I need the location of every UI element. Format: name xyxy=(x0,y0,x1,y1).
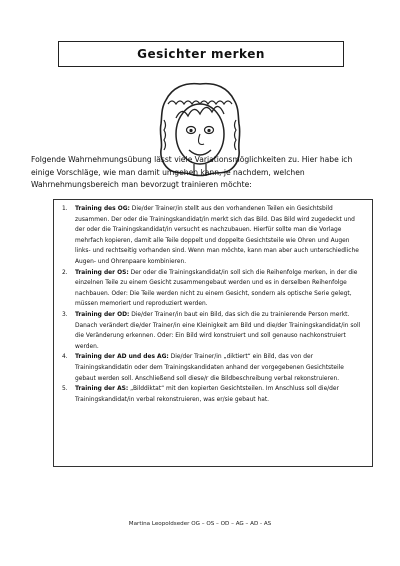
item-body: Die/der Trainer/in stellt aus den vorhandenen Teilen ein Gesichtsbild zusammen. Der oder die Trainingskandidat/in merkt sich das Bild. Das Bild wird zugedeckt und der oder die Trainingskandidat/in versucht es nachzubauen. Hierfür sollte man die Vorlage mehrfach kopieren, damit alle Teile doppelt und doppelte Gesichtsteile wie Ohren und Augen links- und rechtseitig vorhanden sind. Wenn man möchte, kann man aber auch unterschiedliche Augen- und Ohrenpaare kombinieren. xyxy=(75,206,359,265)
list-item xyxy=(62,310,364,352)
item-text xyxy=(75,310,364,352)
item-heading: Training der OS: xyxy=(75,269,129,276)
exercise-list-box xyxy=(53,199,373,467)
page-footer: Martina Leopoldseder OG – OS – OD – AG – AD - AS xyxy=(128,521,272,527)
item-heading: Training der OD: xyxy=(75,311,130,318)
item-number: 2. xyxy=(62,269,68,276)
title-box xyxy=(58,41,344,67)
item-heading: Training der AS: xyxy=(75,386,129,393)
item-text xyxy=(75,268,364,310)
list-item xyxy=(62,204,364,268)
item-body: Die/der Trainer/in „diktiert“ ein Bild, das von der Trainingskandidatin oder dem Trainingskandidaten anhand der vorgegebenen Gesichtsteile gebaut werden soll. Anschließend soll diese/r die Bildbeschreibung verbal rekonstruieren. xyxy=(75,354,344,382)
item-body: Die/der Trainer/in baut ein Bild, das sich die zu trainierende Person merkt. Danach verändert die/der Trainer/in eine Kleinigkeit am Bild und die/der Trainingskandidat/in soll die Veränderung erkennen. Oder: Ein Bild wird konstruiert und soll genauso nachkonstruiert werden. xyxy=(75,311,361,350)
list-item xyxy=(62,384,364,405)
intro-paragraph: Folgende Wahrnehmungsübung lässt viele Variationsmöglichkeiten zu. Hier habe ich einige Vorschläge, wie man damit umgehen kann, je nachdem, welchen Wahrnehmungsbereich man bevorzugt trainieren möchte: xyxy=(31,155,353,190)
item-text xyxy=(75,384,364,405)
item-heading: Training des OG: xyxy=(75,206,130,212)
item-body: Der oder die Trainingskandidat/in soll sich die Reihenfolge merken, in der die einzelnen Teile zu einem Gesicht zusammengebaut werden und es in derselben Reihenfolge nachbauen. Oder: Die Teile werden nicht zu einem Gesicht, sondern als optische Serie gelegt, müssen memoriert und reproduziert werden. xyxy=(75,269,358,308)
item-number: 5. xyxy=(62,386,68,393)
page-title: Gesichter merken xyxy=(137,47,265,61)
item-body: „Bilddiktat“ mit den kopierten Gesichtsteilen. Im Anschluss soll die/der Trainingskandidat/in verbal rekonstruieren, was er/sie gebaut hat. xyxy=(75,386,339,403)
item-text xyxy=(75,352,364,384)
item-number: 3. xyxy=(62,311,68,318)
item-number: 4. xyxy=(62,354,68,361)
list-item xyxy=(62,268,364,310)
item-number: 1. xyxy=(62,206,68,212)
item-heading: Training der AD und des AG: xyxy=(75,354,169,361)
item-text xyxy=(75,204,364,268)
list-item xyxy=(62,352,364,384)
